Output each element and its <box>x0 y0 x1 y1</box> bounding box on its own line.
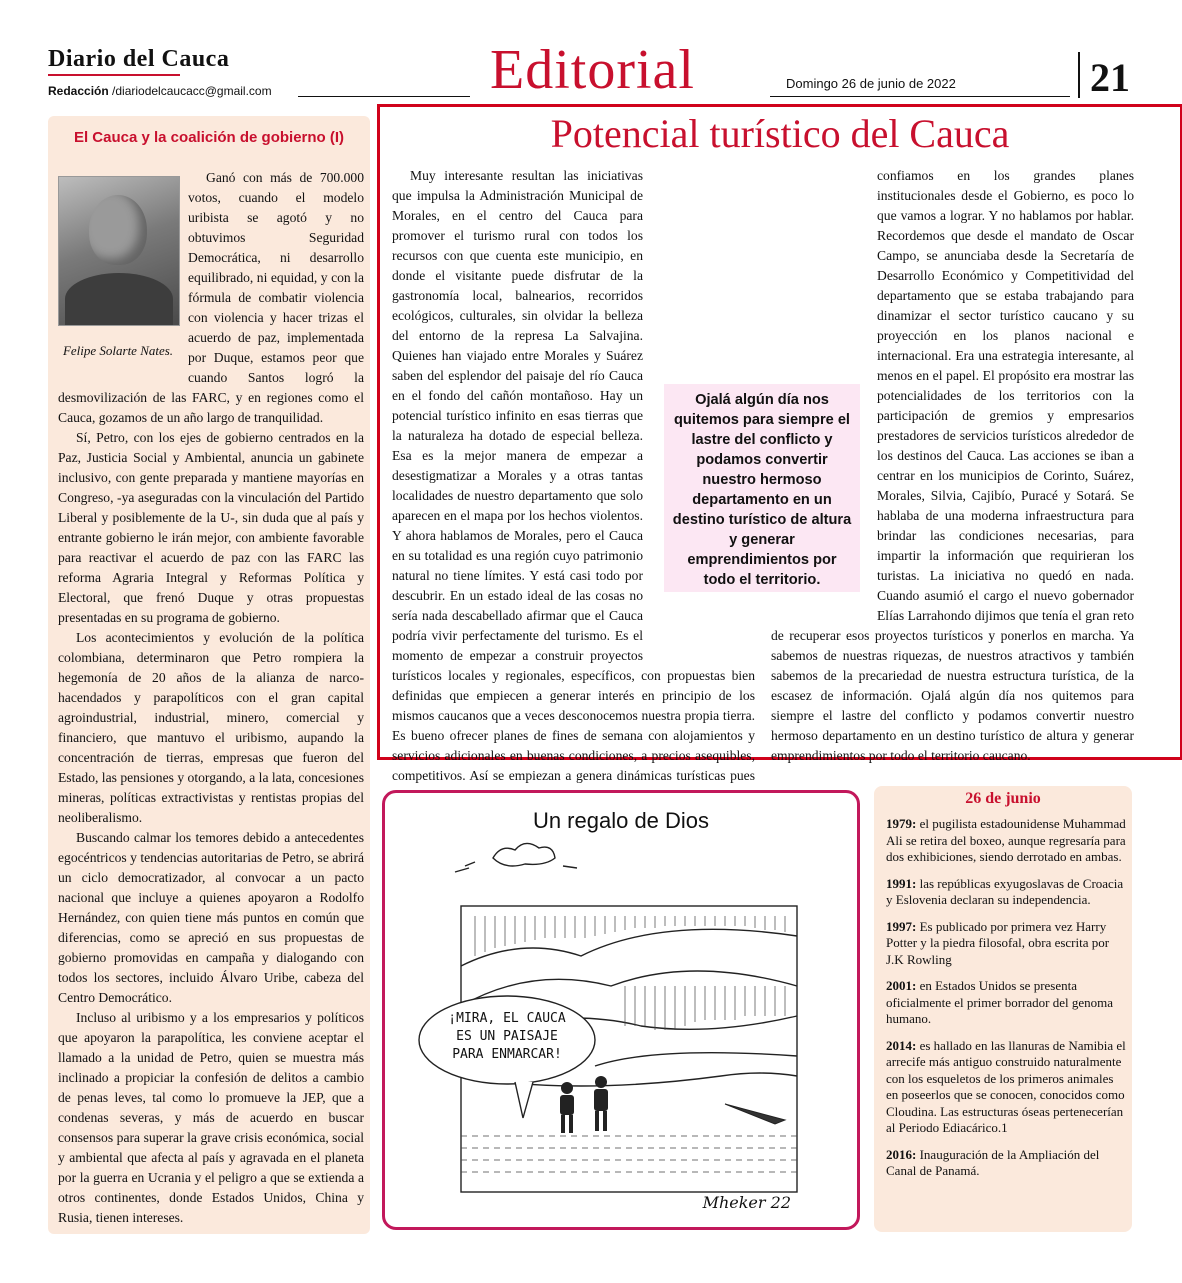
ephemeris-year: 1979: <box>886 816 917 831</box>
pullquote-text: Ojalá algún día nos quitemos para siempre el lastre del conflicto y podamos convertir nuestro hermoso departamento en un destino turístico de altura y generar emprendimientos por todo el territorio. <box>672 392 852 588</box>
ephemeris-year: 1997: <box>886 918 917 934</box>
ephemeris-item <box>886 876 1126 909</box>
speech-line-2: ES UN PAISAJE <box>456 1029 558 1044</box>
cartoonist-signature: Mheker 22 <box>702 1193 791 1212</box>
ephemeris-year: 2001: <box>886 978 917 993</box>
cloud-icon <box>493 843 555 866</box>
editorial-title: Potencial turístico del Cauca <box>550 111 1010 156</box>
header-rule-left <box>298 96 470 97</box>
ephemerides-title: 26 de junio <box>965 790 1041 807</box>
people-icon <box>560 1076 608 1133</box>
header-rule-right <box>770 96 1070 97</box>
ephemeris-text: las repúblicas exyugoslavas de Croacia y Eslovenia declaran su independencia. <box>886 875 1124 907</box>
photo-wrap-space <box>58 168 188 388</box>
paragraph: Ganó con más de 700.000 votos, cuando el modelo uribista se agotó y no obtuvimos Seguridad Democrática, ni desarrollo equilibrado, ni equidad, y con la fórmula de combatir violencia con violencia y hacer trizas el acuerdo de paz, implementada por Duque, estamos peor que cuando Santos logró la desmovilización de las FARC, y en regiones como el Cauca, gozamos de un año largo de tranquilidad. <box>58 170 364 425</box>
ephemeris-text: Es publicado por primera vez Harry Potter y la piedra filosofal, obra escrita por J.K Rowling <box>886 918 1110 967</box>
paragraph: Los acontecimientos y evolución de la política colombiana, determinaron que Petro rompiera la hegemonía de 20 años de la alianza de narco-hacendados y parapolíticos con el gran capital agroindustrial, industrial, minero, comercial y financiero, que mantuvo el uribismo, aupando la concentración de tierras, empresas que fueron del Estado, las pensiones y otorgando, a la lata, concesiones mineras, políticas extractivistas y rentistas propias del neoliberalismo. <box>58 630 364 825</box>
masthead: Diario del Cauca <box>48 46 230 72</box>
redaccion-line <box>48 84 272 98</box>
editorial-text-2: confiamos en los grandes planes institucionales desde el Gobierno, es poco lo que vamos a lograr. Y no hablamos por hablar. Recordemos que desde el mandato de Oscar Campo, se anunciaba desde la Secretaría de Desarrollo Económico y Competitividad del departamento que se estaba trabajando para dinamizar el sector turístico caucano y su proyección en los planos nacional e internacional. Era una estrategia interesante, al menos en el papel. El propósito era mostrar las potencialidades de los territorios con la participación de gremios y empresarios prestadores de servicios turísticos alrededor de los destinos del Cauca. Las acciones se iban a centrar en los municipios de Corinto, Suárez, Morales, Silvia, Cajibío, Puracé y Sotará. Se hablaba de una moderna infraestructura para brindar las condiciones necesarias, para impartir la información que requirieran los turistas. La iniciativa no quedó en nada. Cuando asumió el cargo el nuevo gobernador Elías Larrahondo dijimos que tenía el gran reto de recuperar esos proyectos turísticos y ponerlos en marcha. Ya sabemos de nuestras riquezas, de nuestros atractivos y también sabemos de la precariedad de nuestra estructura turística, de la escasez de información. Ojalá algún día nos quitemos para siempre el lastre del conflicto y podamos convertir nuestro hermoso departamento en un destino turístico de altura y generar emprendimientos por todo el territorio caucano. <box>771 168 1134 763</box>
ephemeris-year: 2014: <box>886 1037 917 1053</box>
redaccion-email[interactable]: /diariodelcaucacc@gmail.com <box>108 84 272 98</box>
ephemeris-year: 2016: <box>886 1146 917 1162</box>
cartoon-drawing <box>395 836 847 1220</box>
ephemeris-item <box>886 816 1126 866</box>
ephemerides-list <box>886 816 1126 1190</box>
ephemeris-text: el pugilista estadounidense Muhammad Ali se retira del boxeo, aunque regresaría para dos exhibiciones, siendo derrotado en ambas. <box>886 816 1126 864</box>
page-number: 21 <box>1090 55 1130 100</box>
redaccion-label: Redacción <box>48 84 109 98</box>
issue-date: Domingo 26 de junio de 2022 <box>786 76 956 91</box>
opinion-column-body <box>58 168 364 1228</box>
ephemeris-text: Inauguración de la Ampliación del Canal de Panamá. <box>886 1146 1100 1178</box>
ephemeris-item <box>886 919 1126 969</box>
masthead-rule <box>48 74 180 76</box>
ephemeris-item <box>886 1147 1126 1180</box>
ephemeris-text: en Estados Unidos se presenta oficialmente el primer borrador del genoma humano. <box>886 978 1114 1026</box>
ephemeris-year: 1991: <box>886 875 917 891</box>
speech-line-3: PARA ENMARCAR! <box>452 1047 562 1062</box>
speech-line-1: ¡MIRA, EL CAUCA <box>448 1011 566 1026</box>
cartoon-title: Un regalo de Dios <box>532 808 710 833</box>
ephemeris-item <box>886 1038 1126 1137</box>
paragraph: Buscando calmar los temores debido a antecedentes egocéntricos y tendencias autoritarias de Petro, se abrirá un ciclo democratizador, al convocar a un pacto nacional que incluye a quienes apoyaron a Rodolfo Hernández, con quien tiene más puntos en común que diferencias, como se apreció en sus propuestas de gobierno promovidas en campaña y dialogando con todos los sectores, incluido Álvaro Uribe, cabeza del Centro Democrático. <box>58 830 364 1005</box>
page-divider <box>1078 52 1080 98</box>
paragraph: Sí, Petro, con los ejes de gobierno centrados en la Paz, Justicia Social y Ambiental, anuncia un gabinete inclusivo, con gente preparada y mantiene mayorías en Congreso, -ya aseguradas con la vinculación del Partido Liberal y posiblemente de la U-, sin duda que al país y entrante gobierno le irán mejor, con ambiente favorable para reactivar el acuerdo de paz con las FARC las reforma Agraria Integral y Reformas Política y Electoral, que frenó Duque y otras propuestas presentadas en su programa de gobierno. <box>58 430 364 625</box>
boat-icon <box>725 1104 785 1124</box>
ephemeris-text: es hallado en las llanuras de Namibia el arrecife más antiguo construido naturalmente con los esqueletos de los primeros animales en poseerlos que se conocen, conocidos como Cloudina. Las estructuras óseas pertenecerían al Periodo Ediacárico.1 <box>886 1037 1126 1135</box>
ephemeris-item <box>886 978 1126 1028</box>
opinion-column-title: El Cauca y la coalición de gobierno (I) <box>73 129 345 146</box>
author-caption: Felipe Solarte Nates. <box>62 343 174 358</box>
editorial-text-1: Muy interesante resultan las iniciativas que impulsa la Administración Municipal de Morales, en el centro del Cauca para promover el turismo rural con todos los recursos con que cuenta este municipio, en donde el visitante puede disfrutar de la gastronomía local, balnearios, recorridos ecológicos, culturales, sin olvidar la belleza del entorno de la represa La Salvajina. Quienes han viajado entre Morales y Suárez saben del esplendor del paisaje del río Cauca en el fondo del cañón montañoso. Hay un potencial turístico infinito en esas tierras que la naturaleza ha dotado de especial belleza. Esa es la mejor manera de empezar a desestigmatizar a Morales y a otras tantas localidades de nuestro departamento que solo aparecen en el mapa por los hechos violentos. Y ahora hablamos de Morales, pero el Cauca en su totalidad es una región cuyo patrimonio natural no tiene límites. Y está casi todo por descubrir. En un estado ideal de las cosas no sería nada descabellado afirmar que el Cauca podría vivir perfectamente del turismo. Es el momento de empezar a construir proyectos turísticos locales y regionales, específicos, con propuestas bien definidas que empiecen a generar interés en principio de los mismos caucanos que a veces desconocemos nuestra propia tierra. Es bueno ofrecer planes de fines de semana con alojamientos y servicios adicionales en buenas condiciones, a precios asequibles, competitivos. Así se empiezan a genera dinámicas turísticas pues <box>392 168 755 783</box>
section-title: Editorial <box>490 39 695 101</box>
paragraph: Incluso al uribismo y a los empresarios y políticos que apoyaron la parapolítica, les conviene aceptar el llamado a la unidad de Petro, quien se muestra más inclinado a propiciar la confesión de delitos a cambio de penas leves, tal como lo promueve la JEP, que a condenas severas, y más de acuerdo en buscar consensos para superar la grave crisis económica, social y ambiental que afecta al país y agravada en el planeta por la guerra en Ucrania y el peligro a que se extienda a otros continentes, donde Estados Unidos, China y Rusia, tienen intereses. <box>58 1010 364 1225</box>
pullquote <box>664 384 860 592</box>
